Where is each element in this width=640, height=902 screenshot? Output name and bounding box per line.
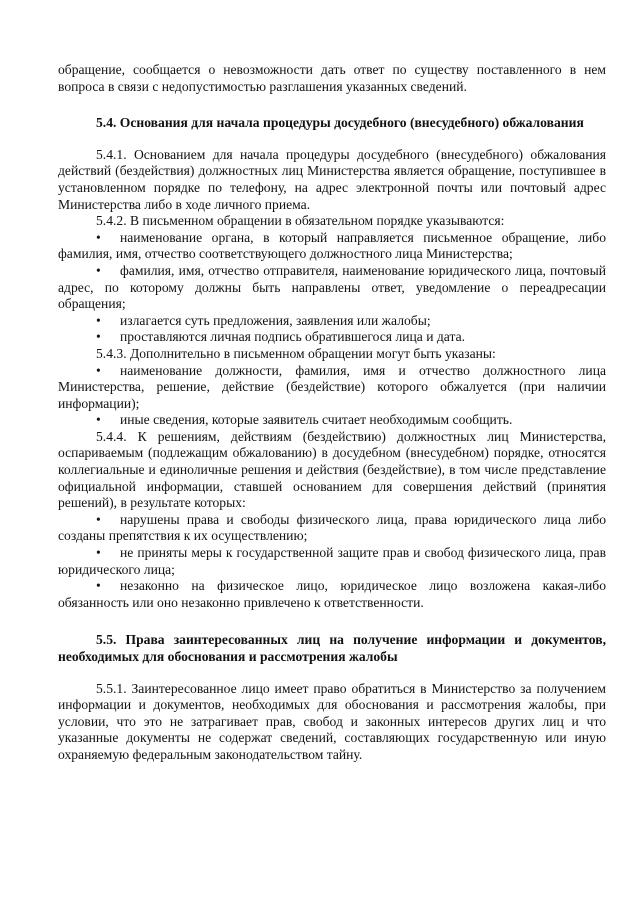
list-item: • наименование органа, в который направляется письменное обращение, либо фамилия, имя, отчество соответствующего должностного лица Министерства; — [58, 229, 606, 262]
document-body — [58, 62, 606, 764]
paragraph-5-4-4: 5.4.4. К решениям, действиям (бездействию) должностных лиц Министерства, оспариваемым (подлежащим обжалованию) в досудебном (внесудебном) порядке, относятся коллегиальные и единоличные решения и действия (бездействие), в том числе представление официальной информации, ставшей основанием для совершения действий (принятия решений), в результате которых: — [58, 428, 606, 511]
list-item: • проставляются личная подпись обратившегося лица и дата. — [96, 329, 466, 345]
paragraph-5-4-2: 5.4.2. В письменном обращении в обязательном порядке указываются: — [96, 213, 505, 229]
list-item: • незаконно на физическое лицо, юридическое лицо возложена какая-либо обязанность или оно незаконно привлечено к ответственности. — [58, 578, 606, 610]
list-item: • наименование должности, фамилия, имя и отчество должностного лица Министерства, решение, действие (бездействие) которого обжалуется (при наличии информации); — [58, 362, 606, 411]
section-5-5-heading: 5.5. Права заинтересованных лиц на получение информации и документов, необходимых для обоснования и рассмотрения жалобы — [58, 632, 606, 664]
bullet-icon: • — [96, 262, 101, 278]
list-item: • фамилия, имя, отчество отправителя, наименование юридического лица, почтовый адрес, по которому должны быть направлены ответ, уведомление о переадресации обращения; — [58, 262, 606, 312]
bullet-icon: • — [96, 412, 101, 428]
bullet-icon: • — [96, 511, 101, 527]
paragraph-5-4-1: 5.4.1. Основанием для начала процедуры досудебного (внесудебного) обжалования действий (бездействия) должностных лиц Министерства является обращение, поступившее в установленном порядке по телефону, на адрес электронной почты или почтовый адрес Министерства либо в ходе личного приема. — [58, 146, 606, 212]
list-item: • излагается суть предложения, заявления или жалобы; — [96, 312, 431, 328]
intro-paragraph: обращение, сообщается о невозможности дать ответ по существу поставленного в нем вопроса в связи с недопустимостью разглашения указанных сведений. — [58, 62, 606, 94]
bullet-icon: • — [96, 578, 101, 594]
list-item: • иные сведения, которые заявитель считает необходимым сообщить. — [96, 412, 513, 428]
bullet-icon: • — [96, 545, 101, 561]
list-item: • не приняты меры к государственной защите прав и свобод физического лица, прав юридического лица; — [58, 545, 606, 577]
list-item: • нарушены права и свободы физического лица, права юридического лица либо созданы препятствия к их осуществлению; — [58, 511, 606, 544]
section-5-4-heading: 5.4. Основания для начала процедуры досудебного (внесудебного) обжалования — [96, 115, 584, 131]
bullet-icon: • — [96, 229, 101, 245]
bullet-icon: • — [96, 312, 101, 328]
bullet-icon: • — [96, 362, 101, 378]
paragraph-5-5-1: 5.5.1. Заинтересованное лицо имеет право обратиться в Министерство за получением информации и документов, необходимых для обоснования и рассмотрения жалобы, при условии, что это не затрагивает прав, свобод и законных интересов других лиц и что указанные документы не содержат сведений, составляющих государственную или иную охраняемую федеральным законодательством тайну. — [58, 680, 606, 762]
bullet-icon: • — [96, 329, 101, 345]
paragraph-5-4-3: 5.4.3. Дополнительно в письменном обращении могут быть указаны: — [96, 345, 496, 361]
